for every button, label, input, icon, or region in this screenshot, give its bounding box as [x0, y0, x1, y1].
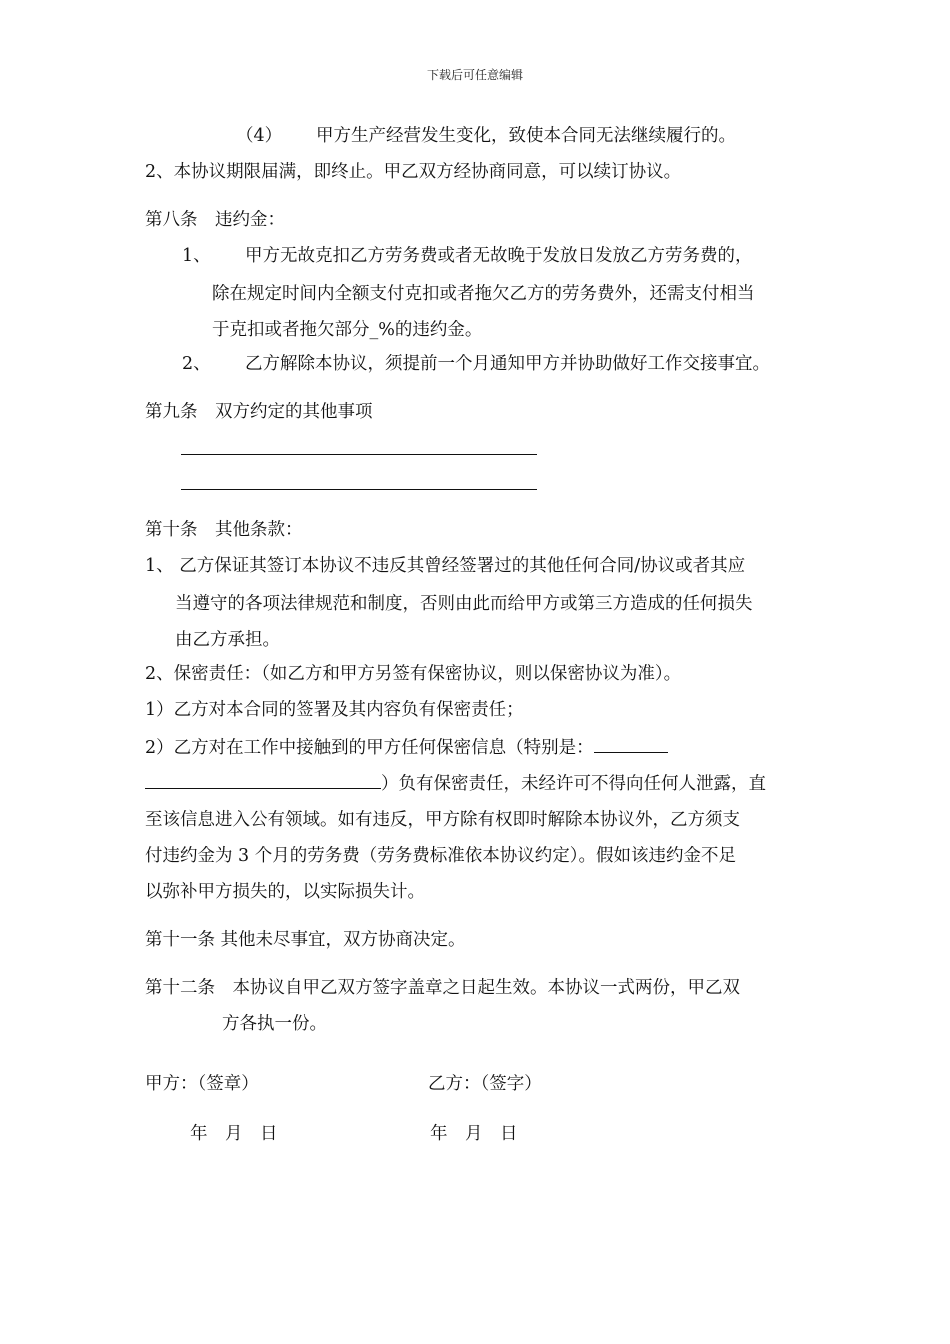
article7-item4-text: 甲方生产经营发生变化，致使本合同无法继续履行的。: [316, 126, 736, 146]
article11: 第十一条 其他未尽事宜，双方协商决定。: [145, 930, 466, 950]
blank-field-short: [594, 734, 668, 753]
article10-sub2-line1: [145, 734, 668, 760]
blank-field-long: [145, 770, 381, 789]
party-b-signature: 乙方：（签字）: [428, 1074, 542, 1094]
article10-item1-line2: 当遵守的各项法律规范和制度，否则由此而给甲方或第三方造成的任何损失: [175, 594, 753, 614]
article10-sub2-line5: 以弥补甲方损失的，以实际损失计。: [145, 882, 425, 902]
article8-item1-line1: 甲方无故克扣乙方劳务费或者无故晚于发放日发放乙方劳务费的，: [245, 246, 753, 266]
article8-item1-line2: 除在规定时间内全额支付克扣或者拖欠乙方的劳务费外，还需支付相当: [212, 284, 755, 304]
article10-sub2-line2: [145, 770, 766, 796]
article7-item4-number: （4）: [236, 126, 283, 146]
page-header: 下载后可任意编辑: [426, 68, 523, 82]
article7-item2: 2、本协议期限届满，即终止。甲乙双方经协商同意，可以续订协议。: [145, 162, 682, 182]
blank-line-1: [181, 454, 537, 455]
article10-sub1: 1）乙方对本合同的签署及其内容负有保密责任；: [145, 700, 524, 720]
article8-item2-number: 2、: [182, 354, 211, 374]
party-b-date: 年 月 日: [430, 1124, 518, 1144]
article10-sub2-line3: 至该信息进入公有领域。如有违反，甲方除有权即时解除本协议外，乙方须支: [145, 810, 740, 830]
article10-item1-line3: 由乙方承担。: [175, 630, 280, 650]
article12-line2: 方各执一份。: [222, 1014, 327, 1034]
article10-item1-line1: 1、 乙方保证其签订本协议不违反其曾经签署过的其他任何合同/协议或者其应: [145, 556, 746, 576]
article9-title: 第九条 双方约定的其他事项: [145, 402, 373, 422]
article10-item2: 2、保密责任：（如乙方和甲方另签有保密协议，则以保密协议为准）。: [145, 664, 682, 684]
article8-item1-line3: 于克扣或者拖欠部分_%的违约金。: [212, 320, 483, 340]
article10-sub2-line2-text: ）负有保密责任，未经许可不得向任何人泄露，直: [381, 774, 766, 794]
article10-sub2-line4: 付违约金为 3 个月的劳务费（劳务费标准依本协议约定）。假如该违约金不足: [145, 846, 737, 866]
blank-line-2: [181, 489, 537, 490]
article12-line1: 第十二条 本协议自甲乙双方签字盖章之日起生效。本协议一式两份，甲乙双: [145, 978, 740, 998]
article8-item2-text: 乙方解除本协议，须提前一个月通知甲方并协助做好工作交接事宜。: [245, 354, 770, 374]
article8-item1-number: 1、: [182, 246, 211, 266]
party-a-date: 年 月 日: [190, 1124, 278, 1144]
article10-sub2-line1-text: 2）乙方对在工作中接触到的甲方任何保密信息（特别是：: [145, 738, 594, 758]
article8-title: 第八条 违约金：: [145, 210, 285, 230]
party-a-signature: 甲方：（签章）: [145, 1074, 259, 1094]
article10-title: 第十条 其他条款：: [145, 520, 303, 540]
